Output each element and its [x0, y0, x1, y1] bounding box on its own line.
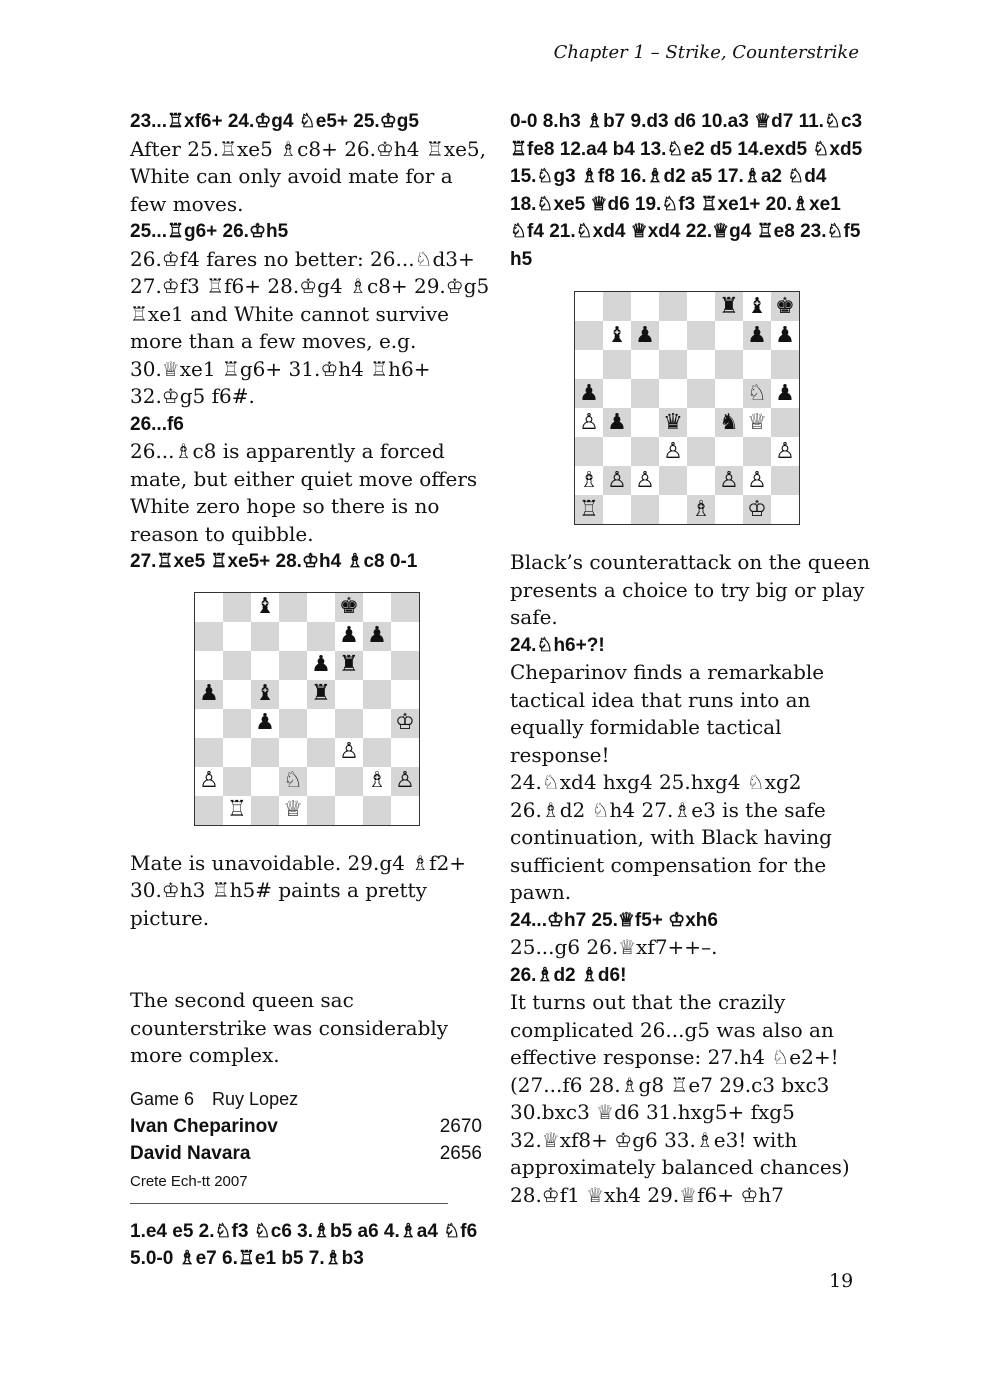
- move-text: 25...♖g6+ 26.♔h5: [130, 221, 289, 242]
- chess-piece: ♚: [771, 292, 799, 321]
- chess-piece: ♟: [743, 321, 771, 350]
- board-square: [631, 350, 659, 379]
- chess-piece: ♟: [363, 622, 391, 651]
- commentary: Mate is unavoidable. 29.g4 ♗f2+ 30.♔h3 ♖h5# paints a pretty picture.: [130, 850, 473, 930]
- commentary: After 25.♖xe5 ♗c8+ 26.♔h4 ♖xe5, White can only avoid mate for a few moves.: [130, 136, 493, 216]
- board-square: [223, 767, 251, 796]
- board-square: [391, 651, 419, 680]
- chess-piece: ♜: [335, 651, 363, 680]
- board-square: [603, 292, 631, 321]
- chess-piece: ♟: [771, 379, 799, 408]
- chess-piece: ♙: [743, 466, 771, 495]
- board-square: [279, 709, 307, 738]
- board-square: [251, 796, 279, 825]
- board-square: [223, 738, 251, 767]
- board-square: [659, 495, 687, 524]
- board-square: [631, 495, 659, 524]
- board-square: [195, 622, 223, 651]
- board-square: [575, 292, 603, 321]
- chess-piece: ♙: [715, 466, 743, 495]
- chess-piece: ♙: [575, 408, 603, 437]
- board-square: [715, 437, 743, 466]
- move-text: 1.e4 e5 2.♘f3 ♘c6 3.♗b5 a6 4.♗a4 ♘f6 5.0-0 ♗e7 6.♖e1 b5 7.♗b3: [130, 1220, 483, 1269]
- board-square: [715, 321, 743, 350]
- board-square: [659, 466, 687, 495]
- board-square: [715, 495, 743, 524]
- board-square: [307, 709, 335, 738]
- chess-piece: ♛: [659, 408, 687, 437]
- chess-piece: ♖: [223, 796, 251, 825]
- commentary: 26...♗c8 is apparently a forced mate, but either quiet move offers White zero hope so there is no reason to quibble.: [130, 439, 484, 546]
- board-square: [631, 408, 659, 437]
- chess-piece: ♕: [279, 796, 307, 825]
- board-square: [363, 738, 391, 767]
- black-player: [130, 1140, 482, 1167]
- board-square: [391, 738, 419, 767]
- move-text: 27.♖xe5 ♖xe5+ 28.♔h4 ♗c8 0-1: [130, 551, 418, 572]
- board-square: [659, 292, 687, 321]
- board-square: [195, 796, 223, 825]
- opening-name: Ruy Lopez: [212, 1088, 299, 1109]
- chess-piece: ♙: [771, 437, 799, 466]
- board-square: [687, 408, 715, 437]
- board-square: [603, 379, 631, 408]
- board-square: [307, 796, 335, 825]
- chess-piece: ♜: [715, 292, 743, 321]
- board-square: [223, 622, 251, 651]
- chess-piece: ♕: [743, 408, 771, 437]
- board-square: [631, 437, 659, 466]
- move-text: 26...f6: [130, 413, 184, 435]
- board-square: [195, 738, 223, 767]
- chess-piece: ♙: [603, 466, 631, 495]
- chess-piece: ♔: [391, 709, 419, 738]
- chess-piece: ♞: [715, 408, 743, 437]
- board-square: [659, 379, 687, 408]
- board-square: [223, 680, 251, 709]
- chess-piece: ♟: [603, 408, 631, 437]
- board-square: [279, 593, 307, 622]
- board-square: [603, 350, 631, 379]
- board-square: [279, 738, 307, 767]
- board-square: [251, 622, 279, 651]
- chess-piece: ♙: [659, 437, 687, 466]
- chess-piece: ♟: [251, 709, 279, 738]
- chess-piece: ♗: [575, 466, 603, 495]
- chess-piece: ♝: [251, 593, 279, 622]
- move-text: 26.♗d2 ♗d6!: [510, 964, 627, 986]
- board-square: [771, 350, 799, 379]
- board-square: [363, 680, 391, 709]
- board-square: [687, 466, 715, 495]
- game-number: Game 6: [130, 1088, 195, 1109]
- chess-piece: ♙: [335, 738, 363, 767]
- chess-piece: ♗: [363, 767, 391, 796]
- board-square: [307, 593, 335, 622]
- chess-piece: ♝: [251, 680, 279, 709]
- chess-piece: ♙: [391, 767, 419, 796]
- board-square: [251, 738, 279, 767]
- board-square: [391, 680, 419, 709]
- board-square: [575, 437, 603, 466]
- move-text: 24...♔h7 25.♕f5+ ♔xh6: [510, 909, 718, 931]
- board-square: [743, 350, 771, 379]
- board-square: [659, 321, 687, 350]
- board-square: [771, 466, 799, 495]
- player-rating: 2670: [439, 1115, 482, 1137]
- board-square: [391, 796, 419, 825]
- chess-piece: ♙: [631, 466, 659, 495]
- board-square: [771, 408, 799, 437]
- left-column: [130, 108, 496, 1273]
- board-square: [307, 767, 335, 796]
- player-name: David Navara: [130, 1142, 251, 1164]
- page-number: 19: [829, 1270, 854, 1292]
- board-square: [223, 593, 251, 622]
- board-square: [335, 796, 363, 825]
- chess-piece: ♘: [743, 379, 771, 408]
- commentary: The second queen sac counterstrike was considerably more complex.: [130, 988, 455, 1067]
- divider: [130, 1203, 448, 1204]
- board-square: [195, 709, 223, 738]
- board-square: [195, 593, 223, 622]
- chess-piece: ♝: [603, 321, 631, 350]
- board-square: [687, 437, 715, 466]
- board-square: [363, 709, 391, 738]
- chess-piece: ♟: [195, 680, 223, 709]
- commentary: 26.♔f4 fares no better: 26...♘d3+ 27.♔f3 ♖f6+ 28.♔g4 ♗c8+ 29.♔g5 ♖xe1 and White cannot survive more than a few moves, e.g. 30.♕xe1 ♖g6+ 31.♔h4 ♖h6+ 32.♔g5 f6#.: [130, 246, 496, 408]
- board-square: [195, 651, 223, 680]
- board-square: [307, 738, 335, 767]
- board-square: [307, 622, 335, 651]
- commentary: Black’s counterattack on the queen presents a choice to try big or play safe.: [510, 550, 877, 629]
- board-square: [279, 680, 307, 709]
- board-square: [715, 350, 743, 379]
- board-square: [687, 379, 715, 408]
- chess-piece: ♟: [631, 321, 659, 350]
- chess-piece: ♖: [575, 495, 603, 524]
- running-header: Chapter 1 – Strike, Counterstrike: [553, 42, 859, 63]
- game-info: [130, 1086, 490, 1204]
- board-square: [575, 350, 603, 379]
- board-square: [659, 350, 687, 379]
- board-square: [743, 437, 771, 466]
- chess-piece: ♟: [335, 622, 363, 651]
- move-text: 23...♖xf6+ 24.♔g4 ♘e5+ 25.♔g5: [130, 111, 419, 132]
- board-square: [335, 767, 363, 796]
- commentary: It turns out that the crazily complicated 26...g5 was also an effective response: 27.h4 ♘e2+! (27...f6 28.♗g8 ♖e7 29.c3 bxc3 30.bxc3 ♕d6 31.hxg5+ fxg5 32.♕xf8+ ♔g6 33.♗e3! with approximately balanced chances) 28.♔f1 ♕xh4 29.♕f6+ ♔h7: [510, 990, 857, 1207]
- board-square: [631, 292, 659, 321]
- board-square: [363, 651, 391, 680]
- commentary: Cheparinov finds a remarkable tactical idea that runs into an equally formidable tactical response! 24.♘xd4 hxg4 25.hxg4 ♘xg2 26.♗d2 ♘h4 27.♗e3 is the safe continuation, with Black having sufficient compensation for the pawn.: [510, 660, 832, 904]
- chess-diagram: [194, 592, 420, 826]
- white-player: [130, 1113, 482, 1140]
- event-venue: Crete Ech-tt 2007: [130, 1172, 248, 1190]
- board-square: [687, 292, 715, 321]
- board-square: [631, 379, 659, 408]
- board-square: [251, 767, 279, 796]
- board-square: [603, 437, 631, 466]
- board-square: [363, 796, 391, 825]
- chess-piece: ♟: [575, 379, 603, 408]
- right-column: [510, 108, 877, 1209]
- chess-piece: ♗: [687, 495, 715, 524]
- board-square: [251, 651, 279, 680]
- move-text: 0-0 8.h3 ♗b7 9.d3 d6 10.a3 ♕d7 11.♘c3 ♖fe8 12.a4 b4 13.♘e2 d5 14.exd5 ♘xd5 15.♘g3 ♗f8 16.♗d2 a5 17.♗a2 ♘d4 18.♘xe5 ♕d6 19.♘f3 ♖xe1+ 20.♗xe1 ♘f4 21.♘xd4 ♕xd4 22.♕g4 ♖e8 23.♘f5 h5: [510, 111, 868, 270]
- board-square: [771, 495, 799, 524]
- board-square: [223, 651, 251, 680]
- chess-piece: ♟: [307, 651, 335, 680]
- board-square: [715, 379, 743, 408]
- chess-piece: ♚: [335, 593, 363, 622]
- chess-piece: ♔: [743, 495, 771, 524]
- chess-piece: ♝: [743, 292, 771, 321]
- board-square: [279, 651, 307, 680]
- board-square: [603, 495, 631, 524]
- board-square: [363, 593, 391, 622]
- board-square: [335, 680, 363, 709]
- board-square: [335, 709, 363, 738]
- board-square: [687, 321, 715, 350]
- board-square: [391, 622, 419, 651]
- move-text: 24.♘h6+?!: [510, 634, 605, 656]
- player-name: Ivan Cheparinov: [130, 1115, 278, 1137]
- board-square: [575, 321, 603, 350]
- board-square: [223, 709, 251, 738]
- chess-piece: ♟: [771, 321, 799, 350]
- chess-piece: ♘: [279, 767, 307, 796]
- board-square: [279, 622, 307, 651]
- board-square: [391, 593, 419, 622]
- chess-piece: ♙: [195, 767, 223, 796]
- game-label: [130, 1086, 490, 1113]
- commentary: 25...g6 26.♕xf7++–.: [510, 935, 718, 959]
- chess-piece: ♜: [307, 680, 335, 709]
- player-rating: 2656: [439, 1142, 482, 1164]
- chess-diagram: [574, 291, 800, 525]
- board-square: [687, 350, 715, 379]
